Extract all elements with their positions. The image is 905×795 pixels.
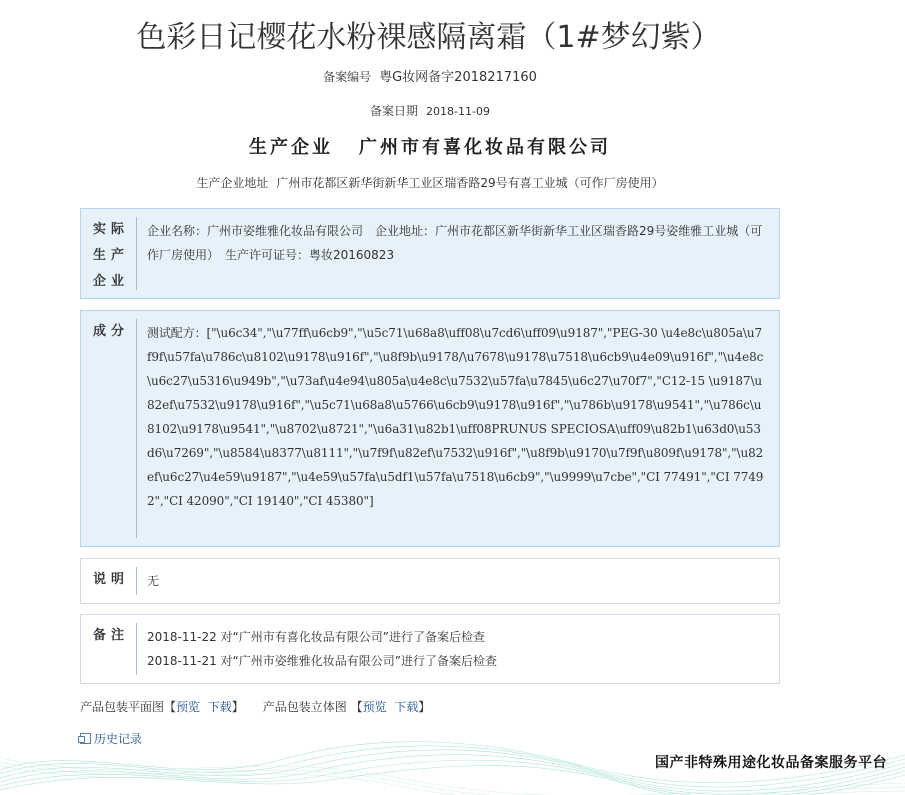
remark-line: 2018-11-22 对“广州市有喜化妆品有限公司”进行了备案后检查 — [147, 630, 485, 644]
remark-line: 2018-11-21 对“广州市姿维雅化妆品有限公司”进行了备案后检查 — [147, 654, 497, 668]
notes-head: 说明 — [81, 559, 137, 603]
solid-package-label: 产品包装立体图 — [262, 700, 347, 714]
history-link[interactable]: 历史记录 — [80, 730, 142, 747]
actual-producer-box — [80, 208, 780, 299]
record-number-label: 备案编号 — [323, 70, 372, 84]
record-date-value: 2018-11-09 — [426, 105, 490, 118]
producer-line — [0, 133, 860, 159]
producer-address: 广州市花都区新华街新华工业区瑞香路29号有喜工业城（可作厂房使用） — [276, 176, 664, 190]
notes-text: 无 — [147, 574, 160, 588]
ingredients-head: 成分 — [81, 311, 137, 546]
ingredients-box — [80, 310, 780, 547]
remarks-box — [80, 614, 780, 684]
producer-address-line — [0, 174, 860, 191]
producer-label: 生产企业 — [249, 137, 333, 158]
solid-preview-link[interactable]: 预览 — [362, 700, 387, 714]
flat-preview-link[interactable]: 预览 — [176, 700, 201, 714]
package-links: 产品包装平面图【预览 下载】 产品包装立体图 【预览 下载】 — [80, 700, 431, 714]
flat-package-label: 产品包装平面图 — [80, 700, 165, 714]
product-title: 色彩日记樱花水粉裸感隔离霜（1#梦幻紫） — [136, 20, 721, 55]
actual-producer-head: 实际 生产 企业 — [81, 209, 137, 298]
record-number-value: 粤G妆网备字2018217160 — [379, 70, 537, 85]
record-number — [0, 66, 860, 85]
footer-brand: 国产非特殊用途化妆品备案服务平台 — [655, 755, 887, 771]
producer-name: 广州市有喜化妆品有限公司 — [359, 137, 611, 158]
remarks-list — [147, 625, 765, 673]
record-date-label: 备案日期 — [370, 104, 419, 118]
record-date — [0, 102, 860, 119]
ingredients-text: 测试配方：["\u6c34","\u77ff\u6cb9","\u5c71\u68a8\uff08\u7cd6\uff09\u9187","PEG-30 \u4e8c\u805a\u7f9f\u57fa\u786c\u8102\u9178\u916f","\u8f9b\u9178/\u7678\u9178\u7518\u6cb9\u4e09\u916f","\u4e8c\u6c27\u5316\u949b","\u73af\u4e94\u805a\u4e8c\u7532\u57fa\u7845\u6c27\u70f7","C12-15 \u9187\u82ef\u7532\u9178\u916f","\u5c71\u68a8\u5766\u6cb9\u9178\u916f","\u786b\u9178\u9541","\u786c\u8102\u9178\u9541","\u8702\u8721","\u6a31\u82b1\uff08PRUNUS SPECIOSA\uff09\u82b1\u63d0\u53d6\u7269","\u8584\u8377\u8111","\u7f9f\u82ef\u7532\u916f","\u8f9b\u9170\u7f9f\u809f\u9178","\u82ef\u6c27\u4e59\u9187","\u4e59\u57fa\u5df1\u57fa\u7518\u6cb9","\u9999\u7cbe","CI 77491","CI 77492","CI 42090","CI 19140","CI 45380"] — [147, 326, 764, 508]
notes-box — [80, 558, 780, 604]
remarks-head: 备注 — [81, 615, 137, 683]
solid-download-link[interactable]: 下载 — [394, 700, 419, 714]
flat-download-link[interactable]: 下载 — [207, 700, 232, 714]
actual-producer-text: 企业名称：广州市姿维雅化妆品有限公司 企业地址：广州市花都区新华街新华工业区瑞香路29号姿维雅工业城（可作厂房使用） 生产许可证号：粤妆20160823 — [147, 224, 763, 262]
producer-address-label: 生产企业地址 — [196, 176, 269, 190]
